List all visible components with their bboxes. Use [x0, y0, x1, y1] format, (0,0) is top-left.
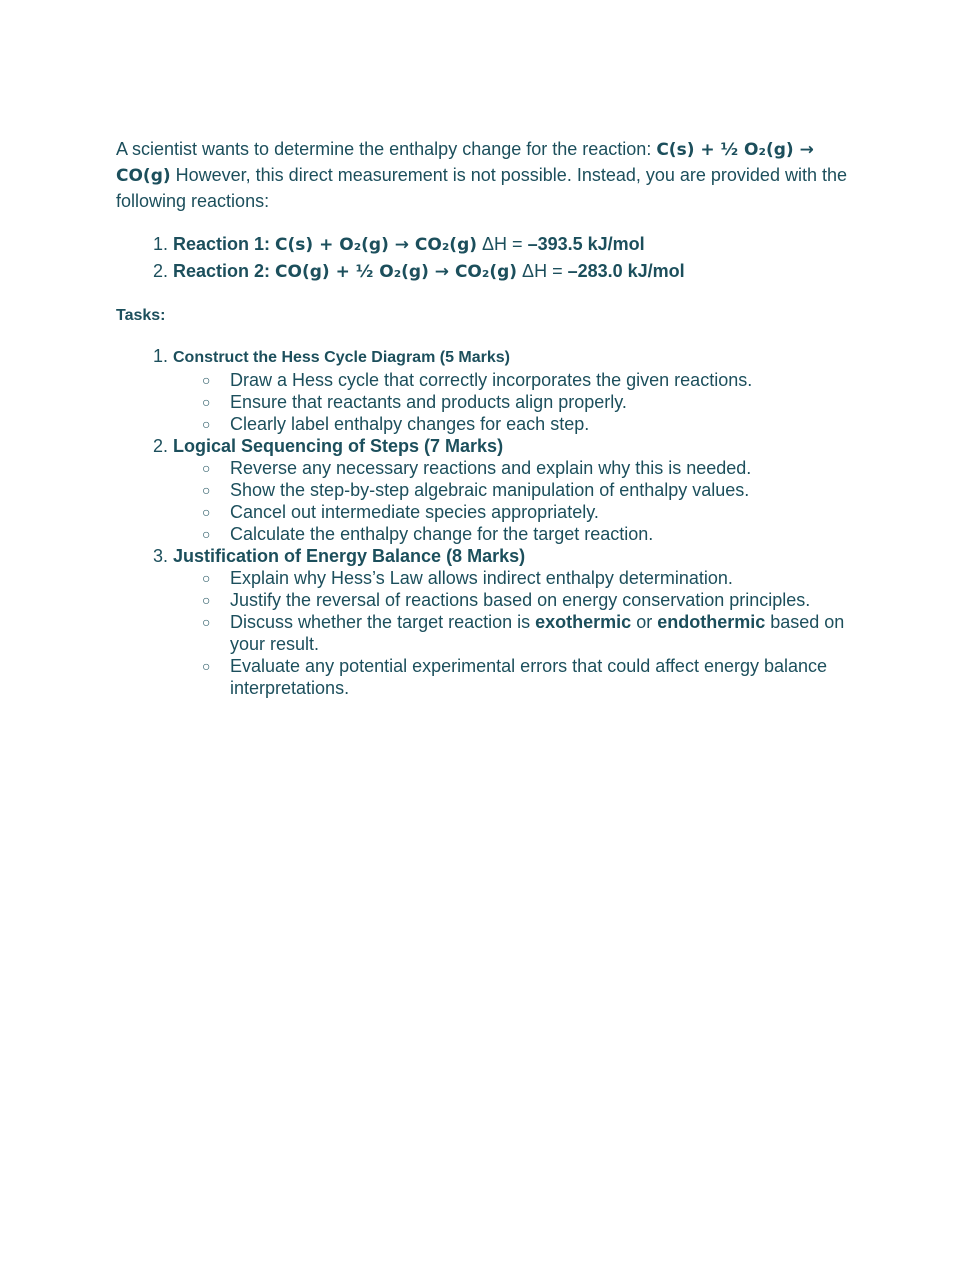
reaction-item — [173, 258, 866, 285]
circle-bullet-icon: ○ — [202, 394, 211, 410]
list-item — [202, 479, 866, 501]
reactions-list — [116, 231, 866, 285]
task-title: Construct the Hess Cycle Diagram (5 Marks) — [173, 349, 510, 366]
task-item — [173, 345, 866, 435]
target-reaction: C(s) + ½ O₂(g) → CO(g) — [116, 140, 814, 186]
discuss-text-post: based on your result. — [230, 612, 845, 654]
list-item — [202, 611, 866, 655]
intro-text-after: However, this direct measurement is not possible. Instead, you are provided with the following reactions: — [116, 165, 847, 211]
circle-bullet-icon: ○ — [202, 416, 211, 432]
circle-bullet-icon: ○ — [202, 526, 211, 542]
document-page — [116, 137, 866, 699]
reaction-label: Reaction 2: — [173, 261, 276, 281]
list-item — [202, 391, 866, 413]
list-item — [202, 567, 866, 589]
list-item-text: Evaluate any potential experimental errors that could affect energy balance interpretations. — [230, 656, 828, 698]
list-item-text: Clearly label enthalpy changes for each step. — [230, 414, 590, 434]
circle-bullet-icon: ○ — [202, 460, 211, 476]
intro-text-before: A scientist wants to determine the enthalpy change for the reaction: — [116, 139, 657, 159]
exothermic-term: exothermic — [535, 612, 632, 632]
list-item — [202, 501, 866, 523]
list-item-text: Calculate the enthalpy change for the target reaction. — [230, 524, 654, 544]
list-item-text: Show the step-by-step algebraic manipulation of enthalpy values. — [230, 480, 750, 500]
list-item-text: Draw a Hess cycle that correctly incorporates the given reactions. — [230, 370, 753, 390]
reaction-dh-label: ΔH = — [517, 261, 568, 281]
circle-bullet-icon: ○ — [202, 372, 211, 388]
reaction-equation: C(s) + O₂(g) → CO₂(g) — [275, 235, 478, 255]
task-item — [173, 435, 866, 545]
circle-bullet-icon: ○ — [202, 482, 211, 498]
task-subitems — [173, 369, 866, 435]
circle-bullet-icon: ○ — [202, 570, 211, 586]
discuss-text-pre: Discuss whether the target reaction is — [230, 612, 536, 632]
list-item-text: Cancel out intermediate species appropriately. — [230, 502, 599, 522]
intro-paragraph — [116, 137, 866, 214]
task-title: Justification of Energy Balance (8 Marks) — [173, 546, 526, 566]
reaction-dh-value: –283.0 kJ/mol — [567, 261, 685, 281]
list-item-text: Explain why Hess’s Law allows indirect enthalpy determination. — [230, 568, 733, 588]
reaction-item — [173, 231, 866, 258]
list-item-text: Reverse any necessary reactions and explain why this is needed. — [230, 458, 752, 478]
task-subitems — [173, 567, 866, 699]
circle-bullet-icon: ○ — [202, 614, 211, 630]
list-item-text: Justify the reversal of reactions based on energy conservation principles. — [230, 590, 811, 610]
circle-bullet-icon: ○ — [202, 504, 211, 520]
list-item — [202, 655, 866, 699]
tasks-list — [116, 345, 866, 699]
task-subitems — [173, 457, 866, 545]
reaction-dh-label: ΔH = — [477, 234, 528, 254]
task-item — [173, 545, 866, 699]
discuss-text-mid: or — [631, 612, 658, 632]
list-item — [202, 523, 866, 545]
list-item — [202, 413, 866, 435]
reaction-equation: CO(g) + ½ O₂(g) → CO₂(g) — [275, 262, 518, 282]
reaction-label: Reaction 1: — [173, 234, 276, 254]
list-item-text: Ensure that reactants and products align properly. — [230, 392, 627, 412]
list-item — [202, 457, 866, 479]
endothermic-term: endothermic — [657, 612, 766, 632]
reaction-dh-value: –393.5 kJ/mol — [527, 234, 645, 254]
circle-bullet-icon: ○ — [202, 592, 211, 608]
list-item — [202, 369, 866, 391]
task-title: Logical Sequencing of Steps (7 Marks) — [173, 436, 504, 456]
list-item — [202, 589, 866, 611]
circle-bullet-icon: ○ — [202, 658, 211, 674]
tasks-heading: Tasks: — [116, 307, 166, 324]
